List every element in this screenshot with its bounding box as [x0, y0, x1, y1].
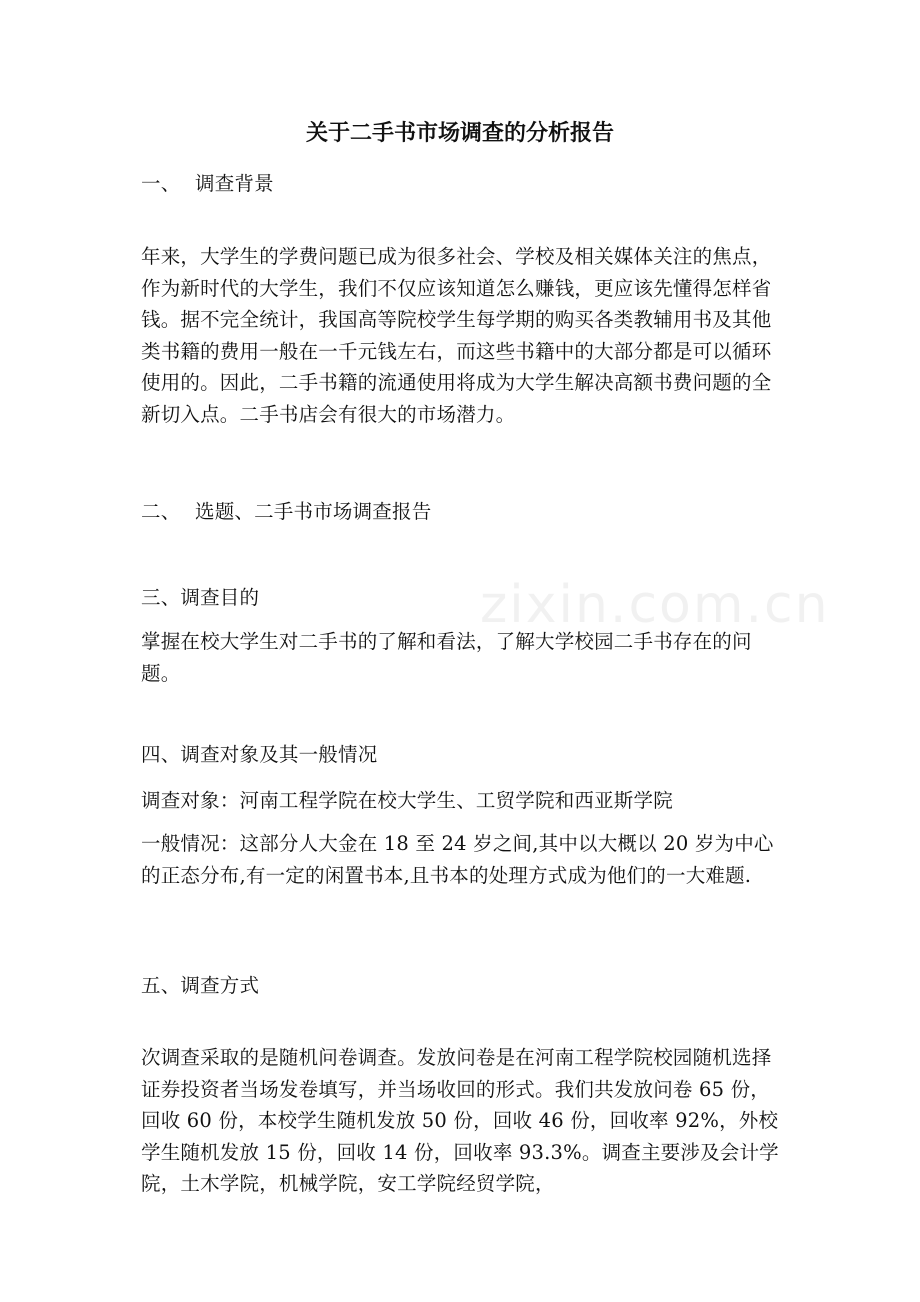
section-3-heading: 三、调查目的	[141, 586, 260, 609]
document-title: 关于二手书市场调查的分析报告	[305, 121, 614, 146]
section-4-heading: 四、调查对象及其一般情况	[141, 743, 378, 766]
section-1-heading	[141, 168, 781, 200]
section-5-paragraph: 次调查采取的是随机问卷调查。发放问卷是在河南工程学院校园随机选择证券投资者当场发卷填写，并当场收回的形式。我们共发放问卷 65 份，回收 60 份，本校学生随机发放 50 份，回收 46 份，回收率 92%，外校学生随机发放 15 份，回收 14 份，回收率 93.3%。调查主要涉及会计学院，土木学院，机械学院，安工学院经贸学院，	[141, 1046, 779, 1195]
section-3-paragraph: 掌握在校大学生对二手书的了解和看法，了解大学校园二手书存在的问题。	[141, 630, 752, 685]
section-2-number: 二、	[141, 500, 181, 523]
watermark-text: zixin.com.cn	[480, 575, 830, 635]
section-1-number: 一、	[141, 172, 181, 195]
section-5-heading: 五、调查方式	[141, 974, 260, 997]
section-4-general: 一般情况：这部分人大金在 18 至 24 岁之间,其中以大概以 20 岁为中心的正态分布,有一定的闲置书本,且书本的处理方式成为他们的一大难题.	[141, 832, 774, 887]
section-2-title: 选题、二手书市场调查报告	[195, 500, 432, 523]
section-2-heading	[141, 496, 781, 528]
section-1-title: 调查背景	[195, 172, 274, 195]
section-4-subjects: 调查对象：河南工程学院在校大学生、工贸学院和西亚斯学院	[141, 789, 673, 812]
section-1-paragraph: 年来，大学生的学费问题已成为很多社会、学校及相关媒体关注的焦点，作为新时代的大学生，我们不仅应该知道怎么赚钱，更应该先懂得怎样省钱。据不完全统计，我国高等院校学生每学期的购买各类教辅用书及其他类书籍的费用一般在一千元钱左右，而这些书籍中的大部分都是可以循环使用的。因此，二手书籍的流通使用将成为大学生解决高额书费问题的全新切入点。二手书店会有很大的市场潜力。	[141, 245, 772, 426]
